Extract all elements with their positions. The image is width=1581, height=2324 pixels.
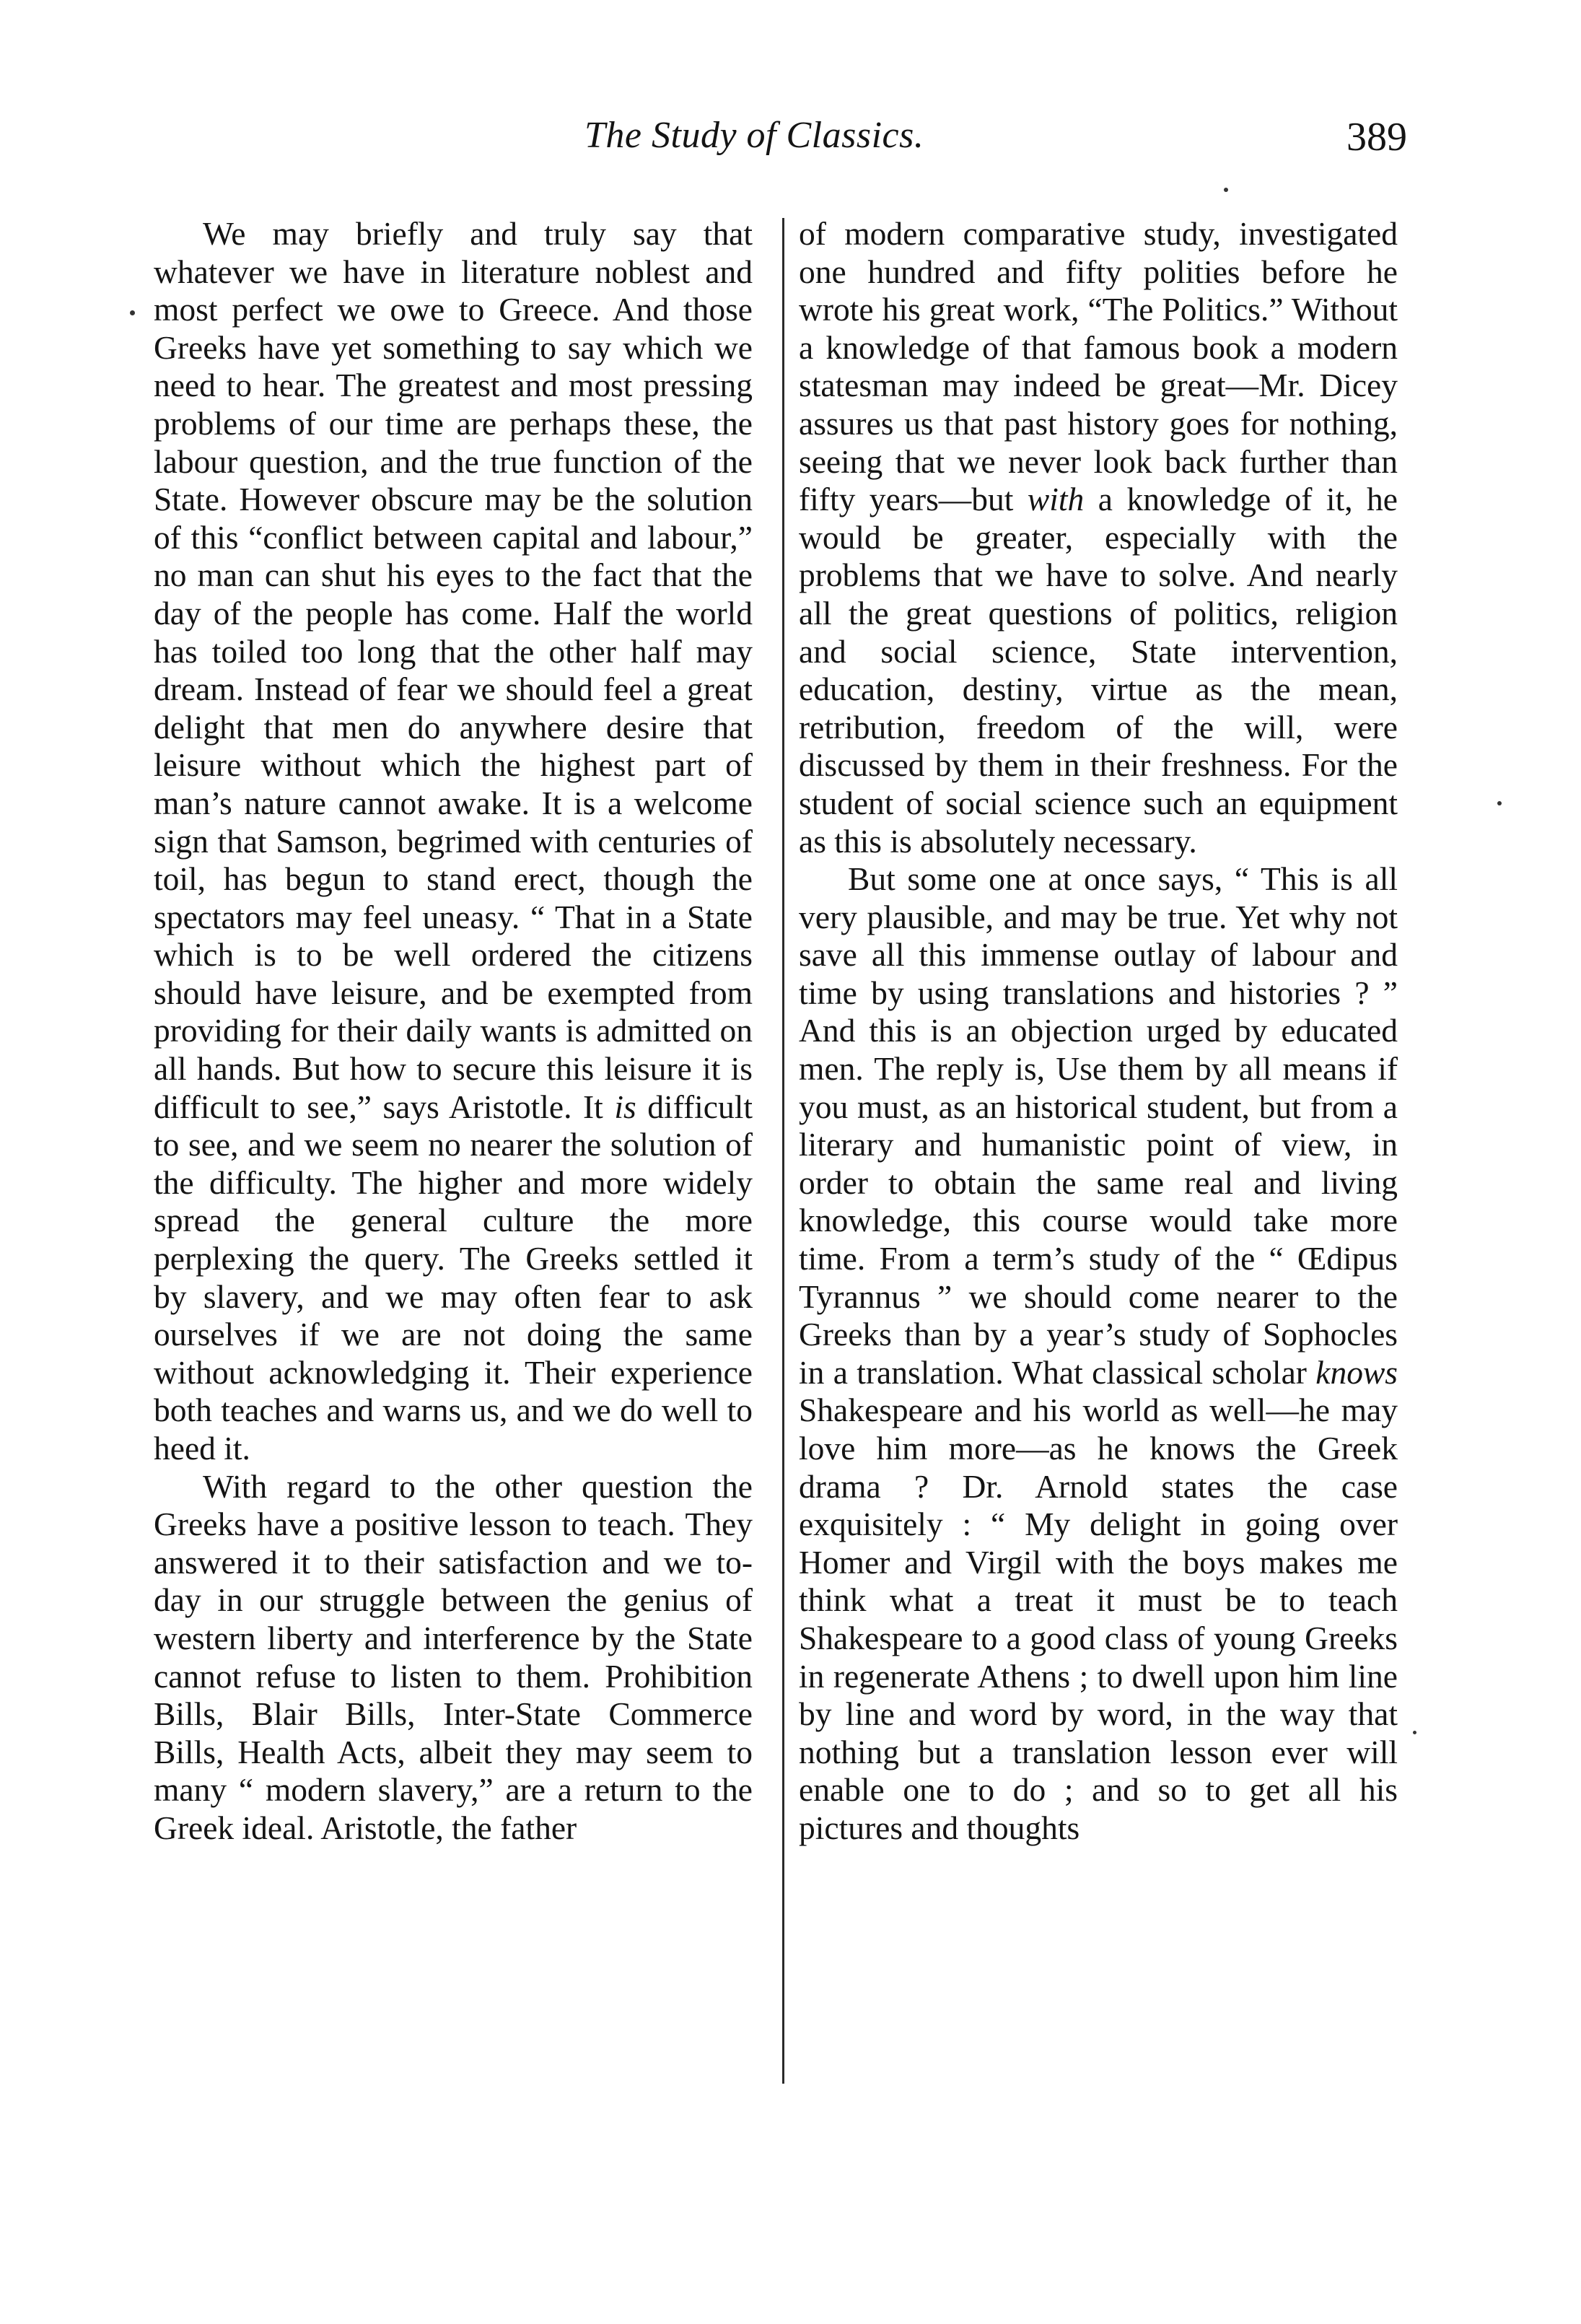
right-paragraph-1-text-b: a knowledge of it, he would be greater, especially with the problems that we have to solve. And nearly all the great questions of politics, religion and social science, State intervention, education, destiny, virtue as the mean, retribution, freedom of the will, were discussed by them in their freshness. For the student of social science such an equipment as this is absolutely necessary. xyxy=(799,481,1398,860)
right-paragraph-1-emphasis: with xyxy=(1027,481,1085,518)
left-paragraph-1-it: It xyxy=(583,1088,603,1125)
page-number: 389 xyxy=(1346,115,1407,160)
print-speck xyxy=(1497,801,1502,805)
print-speck xyxy=(1413,1731,1416,1734)
right-paragraph-2-text-a: But some one at once says, “ This is all very plausible, and may be true. Yet why not save all this immense outlay of labour and time by using translations and histories ? ” And this is an objection urged by educated men. The reply is, Use them by all means if you must, as an historical student, but from a literary and humanistic point of view, in order to obtain the same real and living knowledge, this course would take more time. From a term’s study of the “ Œdipus Tyrannus ” we should come nearer to the Greeks than by a year’s study of Sophocles in a translation. What classical scholar xyxy=(799,860,1398,1391)
right-paragraph-2-emphasis: knows xyxy=(1315,1353,1398,1391)
right-column xyxy=(799,215,1398,1848)
left-paragraph-2-text: With regard to the other question the Greeks have a positive lesson to teach. They answered it to their satisfaction and we to-day in our struggle between the genius of western liberty and interference by the State cannot refuse to listen to them. Prohibition Bills, Blair Bills, Inter-State Commerce Bills, Health Acts, albeit they may seem to many “ modern slavery,” are a return to the Greek ideal. Aristotle, the father xyxy=(154,1467,753,1846)
column-divider xyxy=(782,218,784,2084)
right-paragraph-1-text-a: of modern comparative study, investigated one hundred and fifty polities before he wrote his great work, “The Politics.” Without a knowledge of that famous book a modern statesman may indeed be great—Mr. Dicey assures us that past history goes for nothing, seeing that we never look back further than fifty years—but xyxy=(799,215,1398,518)
left-column xyxy=(154,215,753,1848)
print-speck xyxy=(1224,188,1228,192)
right-paragraph-2 xyxy=(799,860,1398,1847)
left-paragraph-1 xyxy=(154,215,753,1468)
page-header xyxy=(152,114,1407,172)
left-paragraph-1-emphasis: is xyxy=(614,1088,636,1125)
left-paragraph-1-text: We may briefly and truly say that whatever we have in literature noblest and most perfect we owe to Greece. And those Greeks have yet something to say which we need to hear. The greatest and most pressing problems of our time are perhaps these, the labour question, and the true function of the State. However obscure may be the solution of this “conflict between capital and labour,” no man can shut his eyes to the fact that the day of the people has come. Half the world has toiled too long that the other half may dream. Instead of fear we should feel a great delight that men do anywhere desire that leisure without which the highest part of man’s nature cannot awake. It is a welcome sign that Samson, begrimed with centuries of toil, has begun to stand erect, though the spectators may feel uneasy. “ That in a State which is to be well ordered the citizens should have leisure, and be exempted from providing for their daily wants is admitted on all hands. But how to secure this leisure it is difficult to see,” says Aristotle. xyxy=(154,215,753,1125)
right-paragraph-2-text-b: Shakespeare and his world as well—he may love him more—as he knows the Greek drama ? Dr. Arnold states the case exquisitely : “ My delight in going over Homer and Virgil with the boys makes me think what a treat it must be to teach Shakespeare to a good class of young Greeks in regenerate Athens ; to dwell upon him line by line and word by word, in the way that nothing but a translation lesson ever will enable one to do ; and so to get all his pictures and thoughts xyxy=(799,1392,1398,1846)
running-title: The Study of Classics. xyxy=(584,115,924,156)
right-paragraph-1 xyxy=(799,215,1398,860)
left-paragraph-1-end: difficult to see, and we seem no nearer the solution of the difficulty. The higher and more widely spread the general culture the more perplexing the query. The Greeks settled it by slavery, and we may often fear to ask ourselves if we are not doing the same without acknowledging it. Their experience both teaches and warns us, and we do well to heed it. xyxy=(154,1088,753,1467)
left-paragraph-2 xyxy=(154,1468,753,1848)
print-speck xyxy=(130,310,135,315)
